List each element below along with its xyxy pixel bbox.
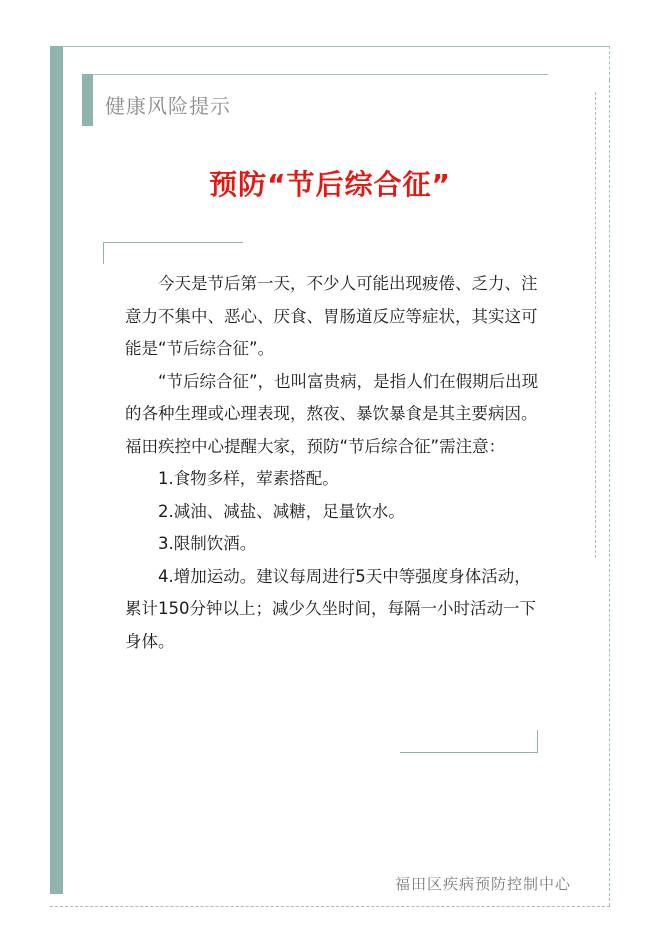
frame-bottom-line bbox=[50, 906, 610, 907]
corner-bracket-top-left bbox=[103, 242, 243, 243]
corner-bracket-top-left-vertical bbox=[103, 242, 104, 264]
header-divider bbox=[93, 74, 548, 75]
corner-bracket-bottom-right bbox=[400, 752, 538, 753]
footer-organization: 福田区疾病预防控制中心 bbox=[395, 875, 572, 893]
page-title: 预防“节后综合征” bbox=[209, 168, 451, 201]
tip-item: 4.增加运动。建议每周进行5天中等强度身体活动，累计150分钟以上；减少久坐时间，每隔一小时活动一下身体。 bbox=[125, 566, 536, 651]
frame-right-line bbox=[609, 46, 610, 80]
tip-item: 2.减油、减盐、减糖，足量饮水。 bbox=[158, 501, 405, 521]
tip-item: 1.食物多样，荤素搭配。 bbox=[158, 469, 339, 488]
header-tag: 健康风险提示 bbox=[105, 94, 231, 118]
paragraph: 今天是节后第一天，不少人可能出现疲倦、乏力、注意力不集中、恶心、厌食、胃肠道反应等症状，其实这可能是“节后综合征”。 bbox=[125, 274, 538, 358]
frame-top-line bbox=[63, 46, 610, 47]
inner-dashed-line bbox=[595, 92, 596, 558]
corner-bracket-bottom-right-vertical bbox=[537, 730, 538, 752]
tip-item: 3.限制饮酒。 bbox=[158, 534, 257, 553]
frame-right-line-lower bbox=[609, 80, 610, 906]
header-accent-bar bbox=[82, 74, 93, 126]
article-body bbox=[125, 268, 545, 658]
paragraph: “节后综合征”，也叫富贵病，是指人们在假期后出现的各种生理或心理表现，熬夜、暴饮暴食是其主要病因。福田疾控中心提醒大家，预防“节后综合征”需注意： bbox=[125, 371, 539, 456]
